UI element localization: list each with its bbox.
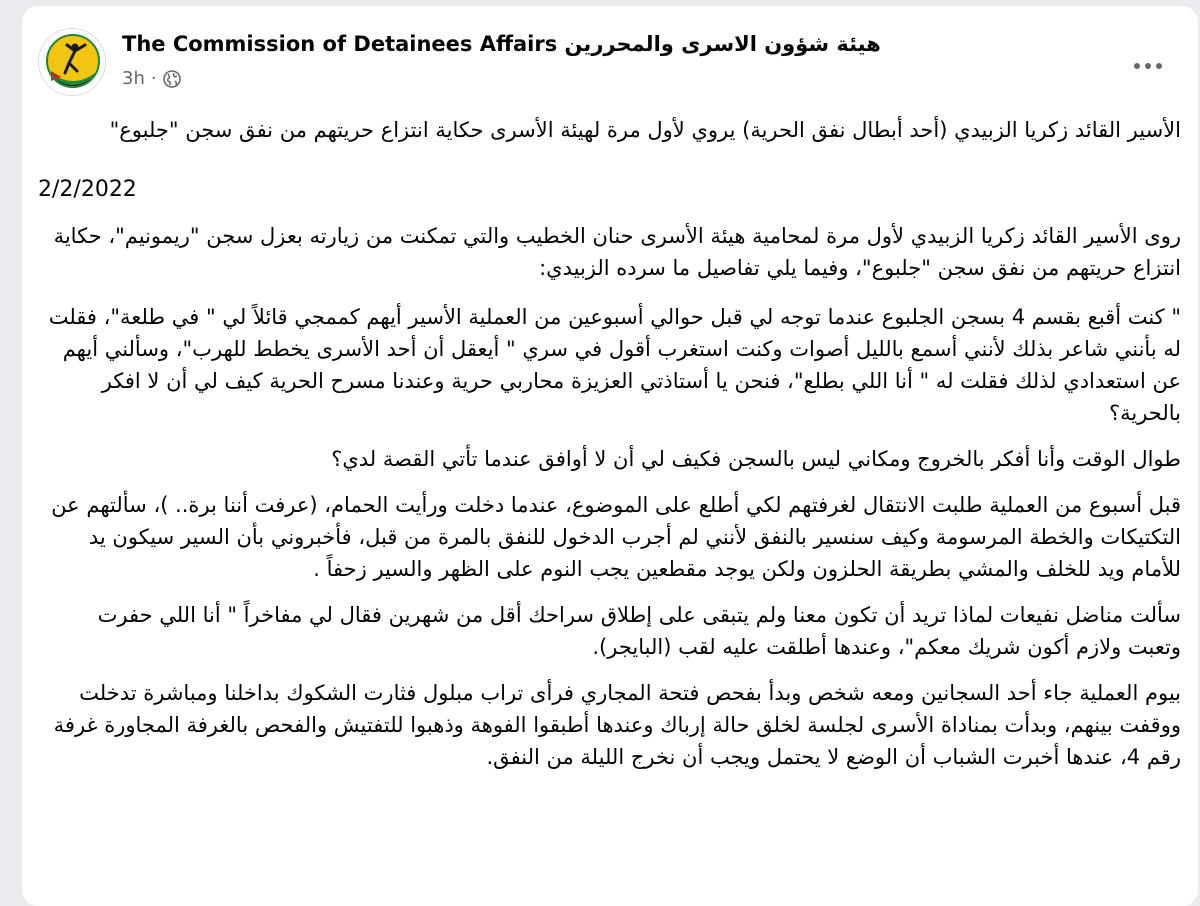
- post-meta: [122, 68, 181, 89]
- page-avatar[interactable]: [38, 28, 106, 96]
- commission-logo-icon: [39, 29, 106, 96]
- post-headline: الأسير القائد زكريا الزبيدي (أحد أبطال نفق الحرية) يروي لأول مرة لهيئة الأسرى حكاية انتزاع حريتهم من نفق سجن "جلبوع": [109, 118, 1181, 142]
- meta-separator: ·: [150, 68, 157, 89]
- post-paragraph-1: " كنت أقبع بقسم 4 بسجن الجلبوع عندما توجه لي قبل حوالي أسبوعين من العملية الأسير أيهم كممجي قائلاً لي " في طلعة"، فقلت له بأنني شاعر بذلك لأنني أسمع بالليل أصوات وكنت استغرب أقول في سري " أيعقل أن أحد الأسرى يخطط للهرب"، وسألني أيهم عن استعدادي لذلك فقلت له " أنا اللي بطلع"، فنحن يا أستاذتي العزيزة محاربي حرية وعندنا مسرح الحرية كيف لي أن لا افكر بالحرية؟: [48, 305, 1181, 425]
- post-card: [22, 6, 1198, 906]
- post-body: [38, 114, 1181, 773]
- post-header: [22, 6, 1198, 106]
- post-paragraph-4: سألت مناضل نفيعات لماذا تريد أن تكون معنا ولم يتبقى على إطلاق سراحك أقل من شهرين فقال لي مفاخراً " أنا اللي حفرت وتعبت ولازم أكون شريك معكم"، وعندها أطلقت عليه لقب (البايجر).: [97, 603, 1181, 659]
- post-paragraph-2: طوال الوقت وأنا أفكر بالخروج ومكاني ليس بالسجن فكيف لي أن لا أوافق عندما تأتي القصة لدي؟: [331, 447, 1181, 471]
- globe-icon[interactable]: [163, 70, 181, 88]
- post-paragraph-3: قبل أسبوع من العملية طلبت الانتقال لغرفتهم لكي أطلع على الموضوع، عندما دخلت ورأيت الحمام، (عرفت أننا برة.. )، سألتهم عن التكتيكات والخطة المرسومة وكيف سنسير بالنفق لأنني لم أجرب الدخول للنفق بالمرة من قبل، فأخبروني بأن السير سيكون يد للأمام ويد للخلف والمشي بطريقة الحلزون ولكن يوجد مقطعين يجب النوم على الظهر والسير زحفاً .: [51, 493, 1181, 581]
- more-dots-icon: [1134, 63, 1140, 69]
- post-time[interactable]: 3h: [122, 68, 145, 89]
- more-options-button[interactable]: [1128, 50, 1168, 82]
- page-name[interactable]: The Commission of Detainees Affairs هيئة شؤون الاسرى والمحررين: [122, 32, 881, 56]
- post-paragraph-5: بيوم العملية جاء أحد السجانين ومعه شخص وبدأ بفحص فتحة المجاري فرأى تراب مبلول فثارت الشكوك بداخلنا ومباشرة تدخلت ووقفت بينهم، وبدأت بمناداة الأسرى لجلسة لخلق حالة إرباك وعندها أطبقوا الفوهة وذهبوا للتفتيش والفحص بالغرفة المجاورة غرفة رقم 4، عندها أخبرت الشباب أن الوضع لا يحتمل ويجب أن نخرج الليلة من النفق.: [53, 681, 1181, 769]
- post-date: 2/2/2022: [38, 177, 137, 202]
- post-paragraph-intro: روى الأسير القائد زكريا الزبيدي لأول مرة لمحامية هيئة الأسرى حنان الخطيب والتي تمكنت من زيارته بعزل سجن "ريمونيم"، حكاية انتزاع حريتهم من نفق سجن "جلبوع"، وفيما يلي تفاصيل ما سرده الزبيدي:: [53, 224, 1181, 280]
